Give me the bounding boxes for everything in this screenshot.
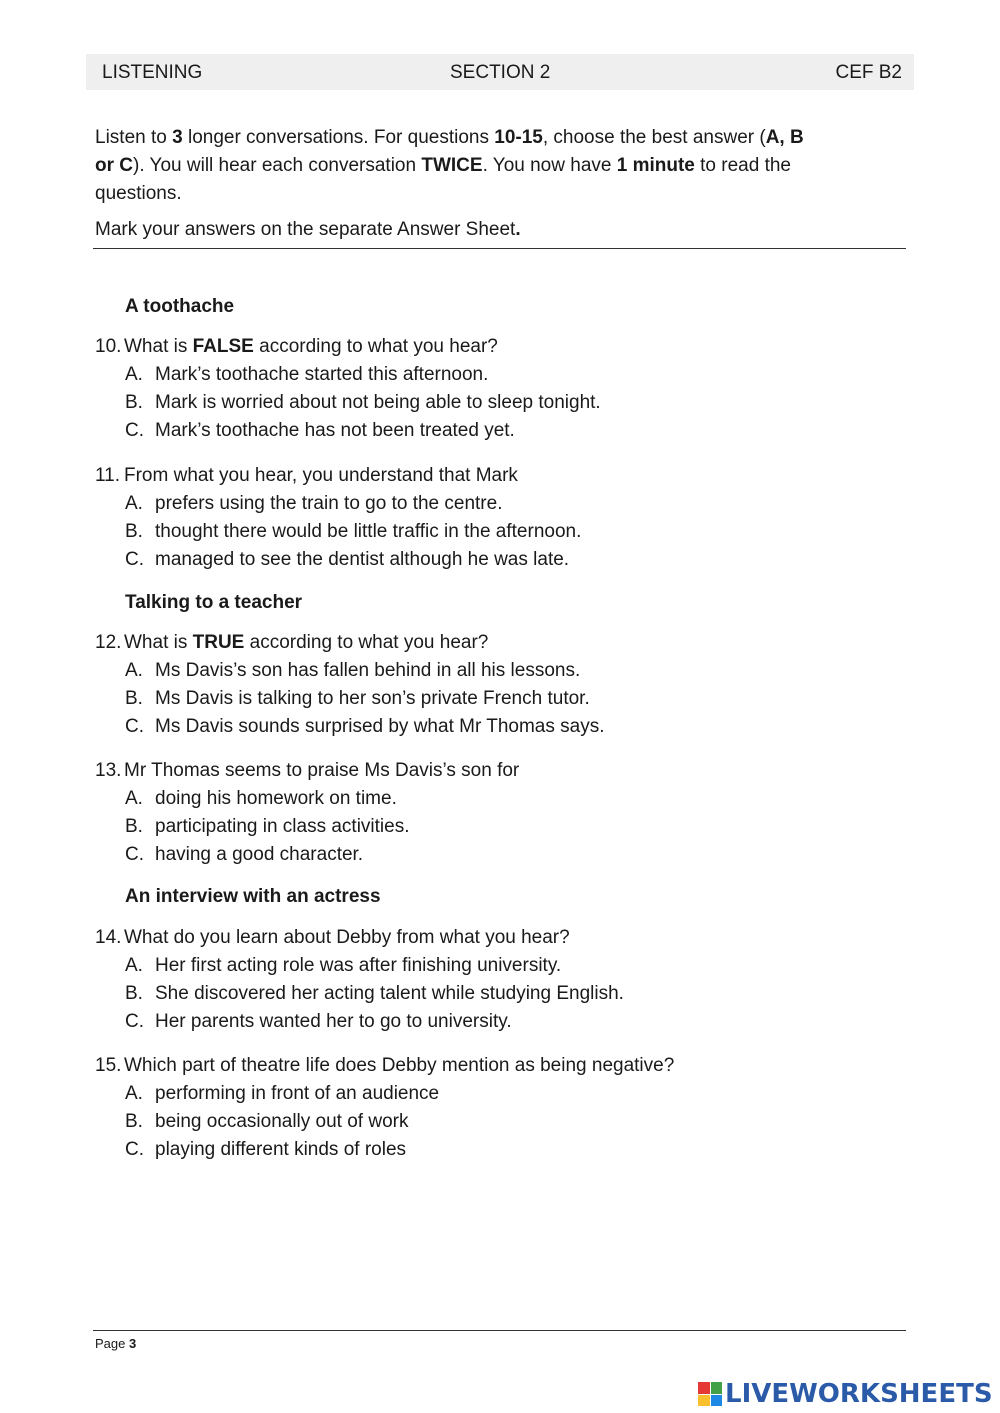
option[interactable]: A. performing in front of an audience [125,1083,440,1104]
option[interactable]: B. Mark is worried about not being able to sleep tonight. [125,392,601,413]
question-13 [95,757,895,869]
question-text: From what you hear, you understand that Mark [124,465,518,486]
header-section: SECTION 2 [450,62,551,83]
divider-footer [93,1330,906,1331]
question-number: 14. [95,927,122,948]
question-10 [95,333,895,445]
option[interactable]: A. prefers using the train to go to the centre. [125,493,503,514]
question-text: What do you learn about Debby from what you hear? [124,927,570,948]
instructions: Listen to 3 longer conversations. For questions 10-15, choose the best answer (A, B or C). You will hear each conversation TWICE. You now have 1 minute to read the questions. [95,127,804,204]
option[interactable]: A. Mark’s toothache started this afternoon. [125,364,489,385]
header-level: CEF B2 [835,62,902,83]
section-title: Talking to a teacher [125,592,303,613]
option[interactable]: C. Ms Davis sounds surprised by what Mr Thomas says. [125,716,605,737]
header-listening: LISTENING [102,62,203,83]
option[interactable]: B. participating in class activities. [125,816,410,837]
option[interactable]: C. Mark’s toothache has not been treated yet. [125,420,515,441]
question-number: 12. [95,632,122,653]
option[interactable]: B. Ms Davis is talking to her son’s private French tutor. [125,688,590,709]
section-title: An interview with an actress [125,886,381,907]
question-number: 13. [95,760,122,781]
question-number: 11. [95,465,121,486]
question-11 [95,462,895,574]
page-header [86,54,914,90]
option[interactable]: B. thought there would be little traffic in the afternoon. [125,521,582,542]
question-15 [95,1052,895,1164]
question-text: Which part of theatre life does Debby mention as being negative? [124,1055,675,1076]
option[interactable]: B. being occasionally out of work [125,1111,409,1132]
option[interactable]: A. Ms Davis’s son has fallen behind in all his lessons. [125,660,581,681]
brand-text: LIVEWORKSHEETS [725,1379,993,1409]
question-text: What is FALSE according to what you hear? [124,336,498,357]
option[interactable]: A. doing his homework on time. [125,788,397,809]
option[interactable]: C. Her parents wanted her to go to university. [125,1011,512,1032]
question-12 [95,629,895,741]
question-number: 15. [95,1055,122,1076]
option[interactable]: B. She discovered her acting talent while studying English. [125,983,624,1004]
option[interactable]: C. playing different kinds of roles [125,1139,407,1160]
question-text: What is TRUE according to what you hear? [124,632,489,653]
section-title: A toothache [125,296,235,317]
question-14 [95,924,895,1036]
divider-top [93,248,906,249]
option[interactable]: C. having a good character. [125,844,364,865]
question-text: Mr Thomas seems to praise Ms Davis’s son for [124,760,520,781]
page-number: Page 3 [95,1336,137,1351]
question-number: 10. [95,336,122,357]
option[interactable]: A. Her first acting role was after finishing university. [125,955,562,976]
liveworksheets-logo[interactable] [698,1378,993,1410]
option[interactable]: C. managed to see the dentist although he was late. [125,549,570,570]
answer-sheet-note: Mark your answers on the separate Answer Sheet. [95,219,521,240]
logo-icon [698,1382,722,1406]
